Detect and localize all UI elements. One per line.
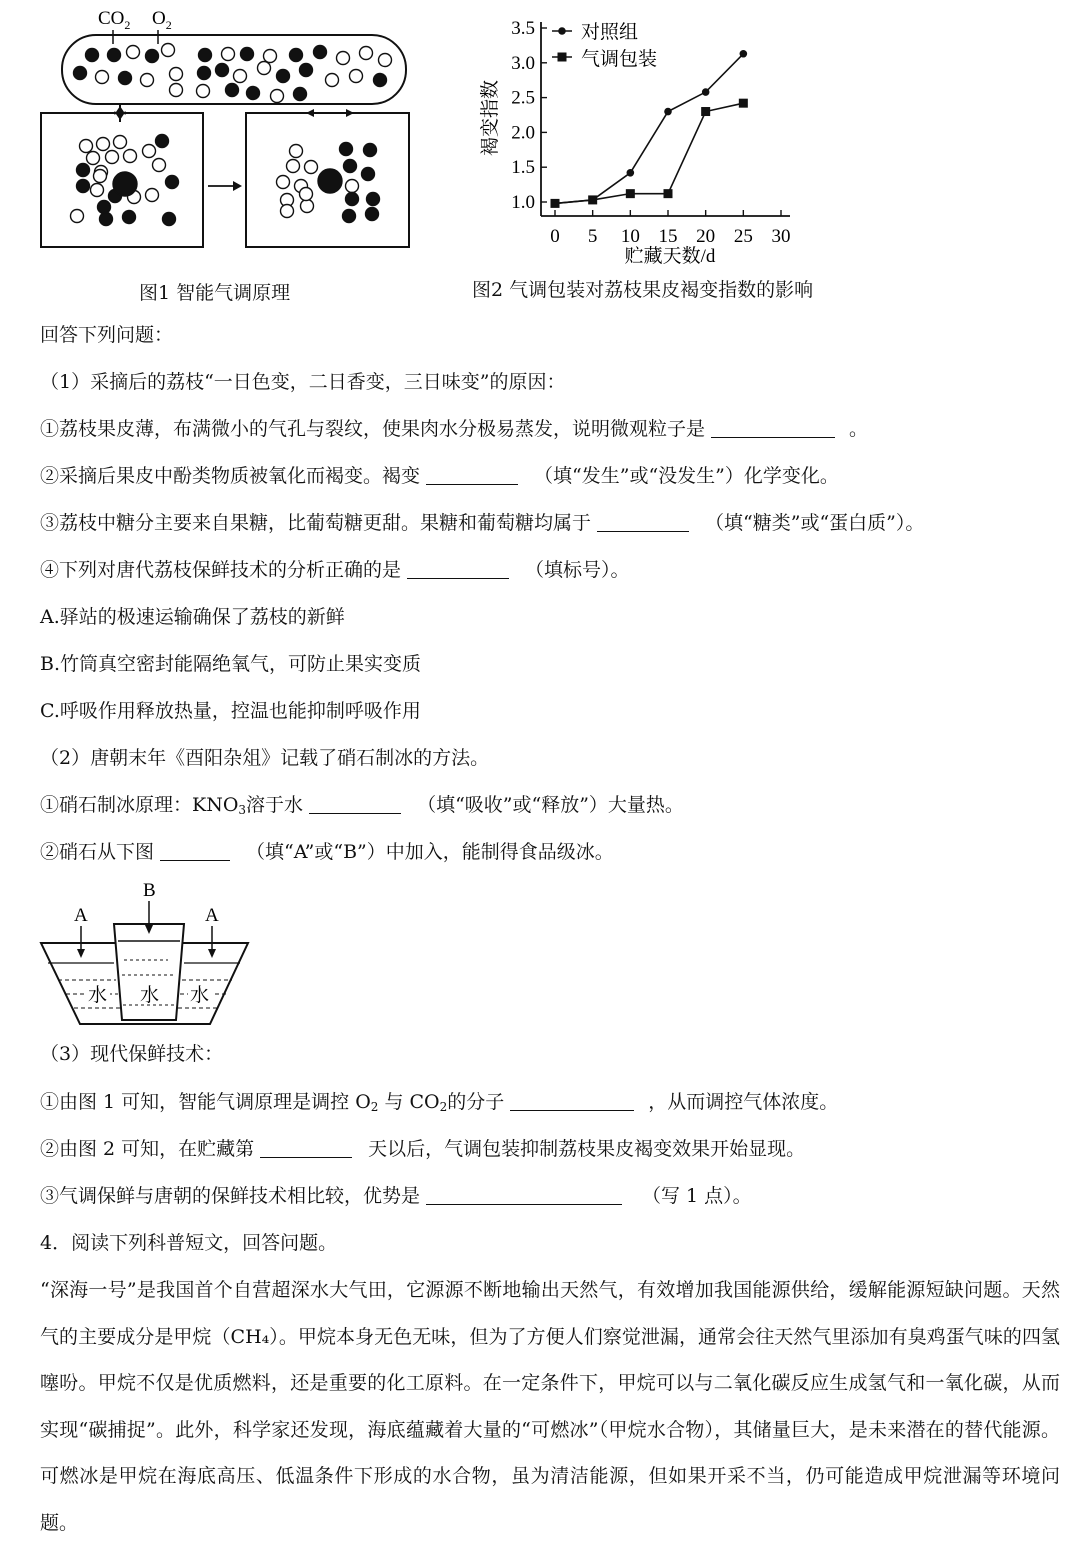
chart-series bbox=[551, 50, 748, 208]
label-a-right: A bbox=[205, 905, 219, 926]
y-tick-label: 3.5 bbox=[511, 18, 535, 39]
chart-legend bbox=[552, 21, 657, 70]
answer-blank-1-2[interactable] bbox=[426, 464, 518, 485]
arrow-down-icon bbox=[208, 949, 216, 958]
answer-blank-1-3[interactable] bbox=[597, 511, 689, 532]
option-c: C.呼吸作用释放热量，控温也能抑制呼吸作用 bbox=[40, 700, 421, 722]
y-tick-label: 3.0 bbox=[511, 52, 535, 74]
answer-blank-2-1[interactable] bbox=[309, 793, 401, 814]
answer-blank-1-4[interactable] bbox=[407, 558, 509, 579]
question-3-3: ③气调保鲜与唐朝的保鲜技术相比较，优势是 （写 1 点）。 bbox=[40, 1185, 752, 1207]
question-1-4: ④下列对唐代荔枝保鲜技术的分析正确的是 （填标号）。 bbox=[40, 559, 630, 581]
chart-axes bbox=[541, 22, 790, 216]
question-1-2: ②采摘后果皮中酚类物质被氧化而褐变。褐变 （填“发生”或“没发生”）化学变化。 bbox=[40, 465, 839, 487]
data-point-1-5 bbox=[739, 99, 748, 108]
y-tick-label: 2.0 bbox=[511, 122, 535, 144]
series-line-1 bbox=[555, 103, 743, 203]
label-a-left: A bbox=[74, 905, 88, 926]
answer-blank-3-2[interactable] bbox=[260, 1137, 352, 1158]
question-2-2: ②硝石从下图 （填“A”或“B”）中加入，能制得食品级冰。 bbox=[40, 841, 614, 863]
figure1-caption: 图1 智能气调原理 bbox=[139, 282, 291, 304]
data-point-0-2 bbox=[627, 169, 635, 177]
data-point-1-2 bbox=[626, 189, 635, 198]
x-tick-label: 10 bbox=[620, 226, 640, 247]
legend-label-control: 对照组 bbox=[581, 22, 639, 43]
option-b: B.竹筒真空密封能隔绝氧气，可防止果实变质 bbox=[40, 653, 422, 675]
data-point-1-4 bbox=[701, 107, 710, 116]
question-1-3: ③荔枝中糖分主要来自果糖，比葡萄糖更甜。果糖和葡萄糖均属于 （填“糖类”或“蛋白质”）。 bbox=[40, 512, 925, 534]
water-label-center: 水 bbox=[140, 984, 160, 1006]
x-tick-label: 15 bbox=[658, 226, 678, 247]
arrow-down-icon bbox=[77, 949, 85, 958]
legend-label-map: 气调包装 bbox=[581, 49, 658, 70]
question-1: （1）采摘后的荔枝“一日色变，二日香变，三日味变”的原因： bbox=[40, 371, 566, 393]
series-line-0 bbox=[555, 54, 743, 204]
reading-passage: “深海一号”是我国首个自营超深水大气田，它源源不断地输出天然气，有效增加我国能源供给，缓解能源短缺问题。天然气的主要成分是甲烷（CH₄）。甲烷本身无色无味，但为了方便人们察觉泄漏，通常会往天然气里添加有臭鸡蛋气味的四氢噻吩。甲烷不仅是优质燃料，还是重要的化工原料。在一定条件下，甲烷可以与二氧化碳反应生成氢气和一氧化碳，从而实现“碳捕捉”。此外，科学家还发现，海底蕴藏着大量的“可燃冰”（甲烷水合物），其储量巨大，是未来潜在的替代能源。可燃冰是甲烷在海底高压、低温条件下形成的水合物，虽为清洁能源，但如果开采不当，仍可能造成甲烷泄漏等环境问题。 bbox=[40, 1279, 1060, 1534]
label-b: B bbox=[143, 880, 156, 901]
y-tick-label: 2.5 bbox=[511, 87, 535, 109]
x-tick-label: 20 bbox=[696, 226, 716, 247]
x-tick-label: 30 bbox=[771, 226, 791, 247]
option-a: A.驿站的极速运输确保了荔枝的新鲜 bbox=[40, 606, 345, 628]
co2-label: $CO_2$ bbox=[98, 8, 131, 32]
chart-ylabel: 褐变指数 bbox=[480, 79, 501, 157]
question-2: （2）唐朝末年《酉阳杂俎》记载了硝石制冰的方法。 bbox=[40, 747, 490, 769]
question-1-1: ①荔枝果皮薄，布满微小的气孔与裂纹，使果肉水分极易蒸发，说明微观粒子是 。 bbox=[40, 418, 869, 440]
water-label-right: 水 bbox=[190, 984, 210, 1006]
figure2-caption: 图2 气调包装对荔枝果皮褐变指数的影响 bbox=[472, 279, 814, 301]
x-tick-label: 25 bbox=[733, 226, 753, 247]
question-2-1: ①硝石制冰原理：$KNO_3$溶于水 （填“吸收”或“释放”）大量热。 bbox=[40, 794, 684, 817]
data-point-0-4 bbox=[702, 88, 710, 96]
water-label-left: 水 bbox=[88, 984, 108, 1006]
answer-blank-1-1[interactable] bbox=[711, 417, 835, 438]
x-tick-label: 5 bbox=[587, 226, 598, 247]
data-point-1-3 bbox=[664, 189, 673, 198]
data-point-0-5 bbox=[740, 50, 748, 58]
question-4: 4．阅读下列科普短文，回答问题。 bbox=[40, 1232, 338, 1254]
figure3-ice-vessel bbox=[0, 0, 300, 1040]
answer-blank-3-1[interactable] bbox=[510, 1090, 634, 1111]
data-point-1-1 bbox=[588, 195, 597, 204]
data-point-0-3 bbox=[664, 108, 672, 116]
y-tick-label: 1.5 bbox=[511, 157, 535, 179]
y-tick-label: 1.0 bbox=[511, 192, 535, 213]
chart-xlabel: 贮藏天数/d bbox=[624, 246, 716, 267]
question-3-2: ②由图 2 可知，在贮藏第 天以后，气调包装抑制荔枝果皮褐变效果开始显现。 bbox=[40, 1138, 806, 1160]
o2-label: $O_2$ bbox=[152, 8, 172, 32]
question-3: （3）现代保鲜技术： bbox=[40, 1043, 224, 1065]
data-point-1-0 bbox=[551, 199, 560, 208]
answer-blank-3-3[interactable] bbox=[426, 1184, 622, 1205]
x-tick-label: 0 bbox=[550, 226, 560, 247]
question-3-1: ①由图 1 可知，智能气调原理是调控 $O_2$ 与 $CO_2$的分子 ，从而调控气体浓度。 bbox=[40, 1091, 839, 1114]
intro-line: 回答下列问题： bbox=[40, 324, 174, 346]
